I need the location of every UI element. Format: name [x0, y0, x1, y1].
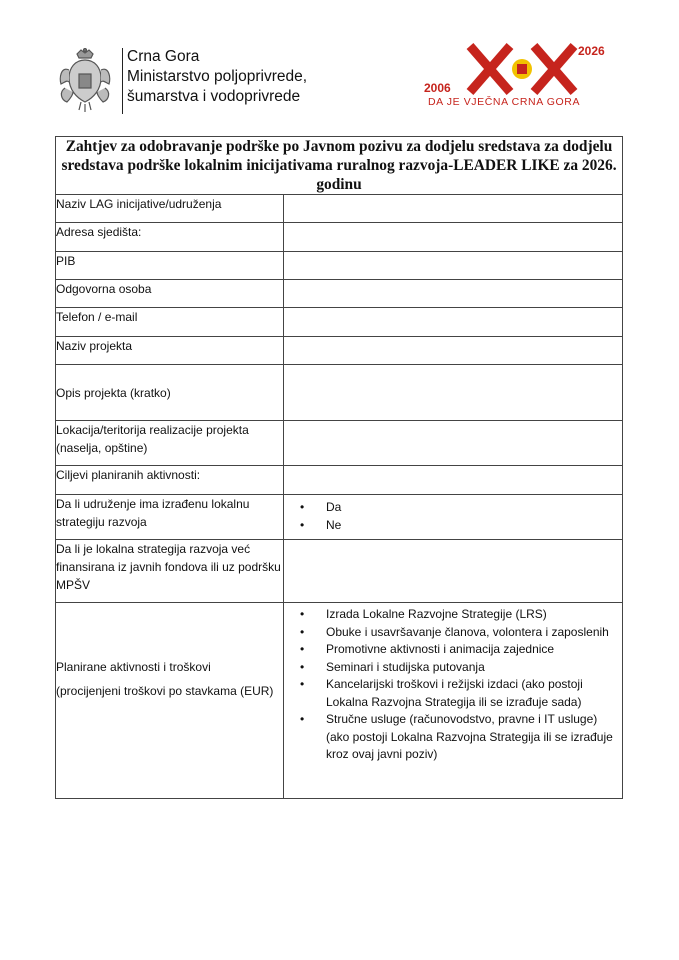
table-row: [56, 603, 623, 799]
phone-email-field[interactable]: [284, 308, 623, 337]
table-row: [56, 252, 623, 280]
financing-field[interactable]: [284, 540, 623, 603]
country-name: Crna Gora: [127, 48, 200, 65]
row-label-project-description: Opis projekta (kratko): [56, 365, 284, 421]
ministry-name: [127, 47, 307, 107]
row-label-project-name: Naziv projekta: [56, 337, 284, 365]
ministry-header: [57, 44, 327, 118]
row-label-strategy: Da li udruženje ima izrađenu lokalnu strategiju razvoja: [56, 495, 284, 540]
table-row: [56, 365, 623, 421]
row-label-lag-name: Naziv LAG inicijative/udruženja: [56, 195, 284, 223]
responsible-person-field[interactable]: [284, 280, 623, 308]
table-row: [56, 495, 623, 540]
goals-field[interactable]: [284, 466, 623, 495]
row-label-address: Adresa sjedišta:: [56, 223, 284, 252]
anniversary-year-start: 2006: [424, 81, 451, 95]
anniversary-motto: DA JE VJEČNA CRNA GORA: [428, 96, 581, 108]
anniversary-year-end: 2026: [578, 44, 605, 58]
list-item: • Obuke i usavršavanje članova, volontera i zaposlenih: [300, 624, 616, 642]
ministry-line-1: Ministarstvo poljoprivrede,: [127, 68, 308, 85]
table-row: [56, 195, 623, 223]
row-label-goals: Ciljevi planiranih aktivnosti:: [56, 466, 284, 495]
table-row: [56, 337, 623, 365]
row-label-location: Lokacija/teritorija realizacije projekta (naselja, opštine): [56, 421, 284, 466]
ministry-line-2: šumarstva i vodoprivrede: [127, 88, 301, 105]
application-form-table: [55, 136, 623, 799]
row-label-phone-email: Telefon / e-mail: [56, 308, 284, 337]
row-label-financing: Da li je lokalna strategija razvoja već finansirana iz javnih fondova ili uz podršku MPŠV: [56, 540, 284, 603]
anniversary-logo: [422, 40, 622, 116]
list-item: • Izrada Lokalne Razvojne Strategije (LRS): [300, 606, 616, 624]
planned-activities-label: Planirane aktivnosti i troškovi: [56, 660, 211, 674]
table-row: [56, 466, 623, 495]
header-divider: [122, 48, 123, 114]
table-row: [56, 540, 623, 603]
table-row: [56, 280, 623, 308]
planned-activities-list: [284, 603, 623, 799]
location-field[interactable]: [284, 421, 623, 466]
option-ne[interactable]: • Ne: [300, 516, 622, 534]
list-item: • Stručne usluge (računovodstvo, pravne i IT usluge) (ako postoji Lokalna Razvojna Strategija ili se izrađuje kroz ovaj javni poziv): [300, 711, 616, 764]
table-row: [56, 308, 623, 337]
option-da[interactable]: • Da: [300, 498, 622, 516]
list-item: • Promotivne aktivnosti i animacija zajednice: [300, 641, 616, 659]
row-label-responsible-person: Odgovorna osoba: [56, 280, 284, 308]
row-label-pib: PIB: [56, 252, 284, 280]
form-title-row: [56, 137, 623, 195]
table-row: [56, 421, 623, 466]
pib-field[interactable]: [284, 252, 623, 280]
project-name-field[interactable]: [284, 337, 623, 365]
row-label-planned-activities: [56, 603, 284, 799]
coat-of-arms-icon: [57, 48, 113, 114]
list-item: • Kancelarijski troškovi i režijski izdaci (ako postoji Lokalna Razvojna Strategija ili se izrađuje sada): [300, 676, 616, 711]
form-title: Zahtjev za odobravanje podrške po Javnom pozivu za dodjelu sredstava za dodjelu sredstava podrške lokalnim inicijativama ruralnog razvoja-LEADER LIKE za 2026. godinu: [56, 137, 623, 195]
strategy-options: [284, 495, 623, 540]
project-description-field[interactable]: [284, 365, 623, 421]
table-row: [56, 223, 623, 252]
address-field[interactable]: [284, 223, 623, 252]
lag-name-field[interactable]: [284, 195, 623, 223]
list-item: • Seminari i studijska putovanja: [300, 659, 616, 677]
planned-activities-sublabel: (procijenjeni troškovi po stavkama (EUR): [56, 684, 274, 698]
